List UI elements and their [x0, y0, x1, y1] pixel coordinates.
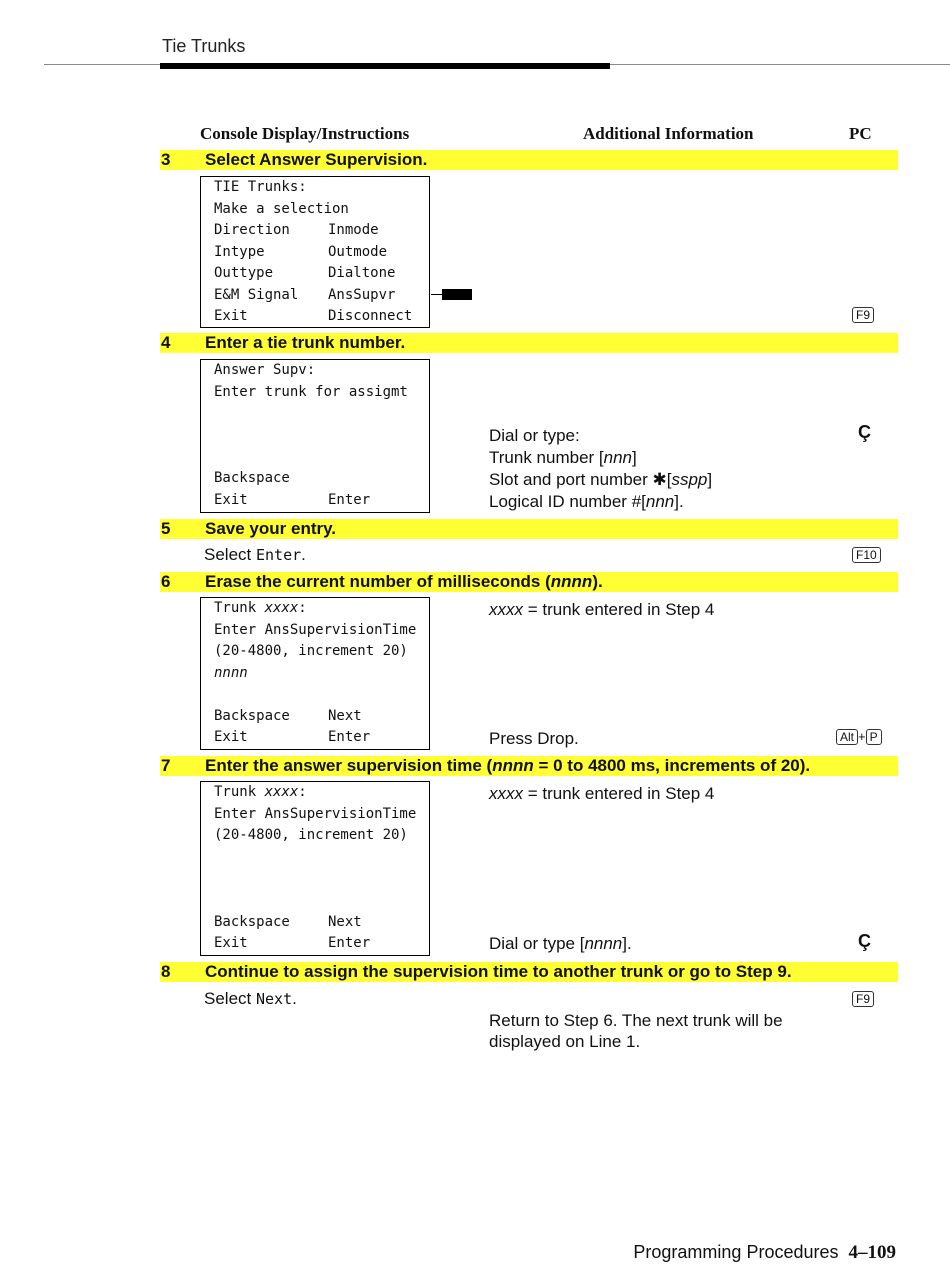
step-number: 8	[161, 962, 171, 981]
info-trunk-note: xxxx = trunk entered in Step 4	[489, 600, 715, 619]
step-instruction: Save your entry.	[205, 519, 337, 538]
screen-option-enter: Enter	[328, 492, 371, 508]
info-trunk-number: Trunk number [nnn]	[489, 448, 637, 467]
console-screen-step-7	[200, 781, 430, 956]
screen-line: Answer Supv:	[214, 362, 316, 378]
info-return-note: Return to Step 6. The next trunk will be	[489, 1011, 783, 1030]
screen-option-inmode: Inmode	[328, 222, 379, 238]
info-trunk-note: xxxx = trunk entered in Step 4	[489, 784, 715, 803]
info-press-drop: Press Drop.	[489, 729, 579, 748]
step-4-bar	[160, 333, 898, 353]
step-number: 4	[161, 333, 171, 352]
page-footer	[633, 1242, 896, 1264]
step-number: 6	[161, 572, 171, 591]
callout-pointer-marker	[442, 289, 472, 300]
step-instruction: Enter a tie trunk number.	[205, 333, 406, 352]
info-return-note-cont: displayed on Line 1.	[489, 1032, 641, 1051]
page-number: 4–109	[848, 1242, 896, 1263]
console-screen-step-3	[200, 176, 430, 328]
screen-line: Enter AnsSupervisionTime	[214, 806, 417, 822]
screen-option-anssupvr: AnsSupvr	[328, 287, 396, 303]
running-header: Tie Trunks	[162, 36, 246, 56]
screen-option-exit: Exit	[214, 308, 248, 324]
screen-line: (20-4800, increment 20)	[214, 827, 408, 843]
screen-line: nnnn	[214, 665, 248, 681]
step-instruction: Erase the current number of milliseconds (nnnn).	[205, 572, 603, 591]
info-logical-id: Logical ID number #[nnn].	[489, 492, 684, 511]
p-key-icon: P	[866, 729, 882, 745]
screen-line: TIE Trunks:	[214, 179, 307, 195]
step-number: 3	[161, 150, 171, 169]
screen-line: (20-4800, increment 20)	[214, 643, 408, 659]
step-5-instruction: Select Enter.	[204, 545, 306, 564]
screen-option-next: Next	[328, 708, 362, 724]
screen-option-disconnect: Disconnect	[328, 308, 413, 324]
screen-option-em-signal: E&M Signal	[214, 287, 299, 303]
info-slot-port: Slot and port number ✱[sspp]	[489, 470, 713, 489]
console-screen-step-6	[200, 597, 430, 750]
footer-section: Programming Procedures	[633, 1242, 839, 1262]
screen-line: Enter AnsSupervisionTime	[214, 622, 417, 638]
column-heading-info: Additional Information	[583, 124, 754, 143]
alt-p-key-combo: Alt + P	[836, 729, 882, 745]
screen-option-intype: Intype	[214, 244, 265, 260]
screen-option-exit: Exit	[214, 729, 248, 745]
column-heading-console: Console Display/Instructions	[200, 124, 410, 143]
step-6-bar	[160, 572, 898, 592]
info-dial-or-type: Dial or type:	[489, 426, 580, 445]
column-heading-pc: PC	[849, 124, 872, 143]
step-3-bar	[160, 150, 898, 170]
step-7-bar	[160, 756, 898, 776]
step-number: 5	[161, 519, 171, 538]
f10-key-icon: F10	[852, 547, 881, 563]
screen-option-exit: Exit	[214, 935, 248, 951]
screen-option-outmode: Outmode	[328, 244, 388, 260]
step-8-bar	[160, 962, 898, 982]
step-instruction: Continue to assign the supervision time to another trunk or go to Step 9.	[205, 962, 792, 981]
step-5-bar	[160, 519, 898, 539]
step-number: 7	[161, 756, 171, 775]
console-screen-step-4	[200, 359, 430, 513]
screen-option-exit: Exit	[214, 492, 248, 508]
dial-pad-icon: Ç	[858, 422, 871, 442]
dial-pad-icon: Ç	[858, 931, 871, 951]
screen-line: Enter trunk for assigmt	[214, 384, 408, 400]
step-instruction: Enter the answer supervision time (nnnn = 0 to 4800 ms, increments of 20).	[205, 756, 811, 775]
info-dial-or-type: Dial or type [nnnn].	[489, 934, 632, 953]
screen-option-enter: Enter	[328, 935, 371, 951]
screen-option-backspace: Backspace	[214, 914, 290, 930]
screen-option-dialtone: Dialtone	[328, 265, 396, 281]
screen-line: Make a selection	[214, 201, 349, 217]
screen-option-backspace: Backspace	[214, 470, 290, 486]
step-instruction: Select Answer Supervision.	[205, 150, 428, 169]
screen-line: Trunk xxxx:	[214, 600, 307, 616]
alt-key-icon: Alt	[836, 729, 858, 745]
screen-option-enter: Enter	[328, 729, 371, 745]
screen-option-direction: Direction	[214, 222, 290, 238]
header-rule-bold	[160, 63, 610, 69]
f9-key-icon: F9	[852, 991, 874, 1007]
f9-key-icon: F9	[852, 307, 874, 323]
step-8-instruction: Select Next.	[204, 989, 297, 1008]
screen-line: Trunk xxxx:	[214, 784, 307, 800]
screen-option-next: Next	[328, 914, 362, 930]
screen-option-backspace: Backspace	[214, 708, 290, 724]
screen-option-outtype: Outtype	[214, 265, 274, 281]
